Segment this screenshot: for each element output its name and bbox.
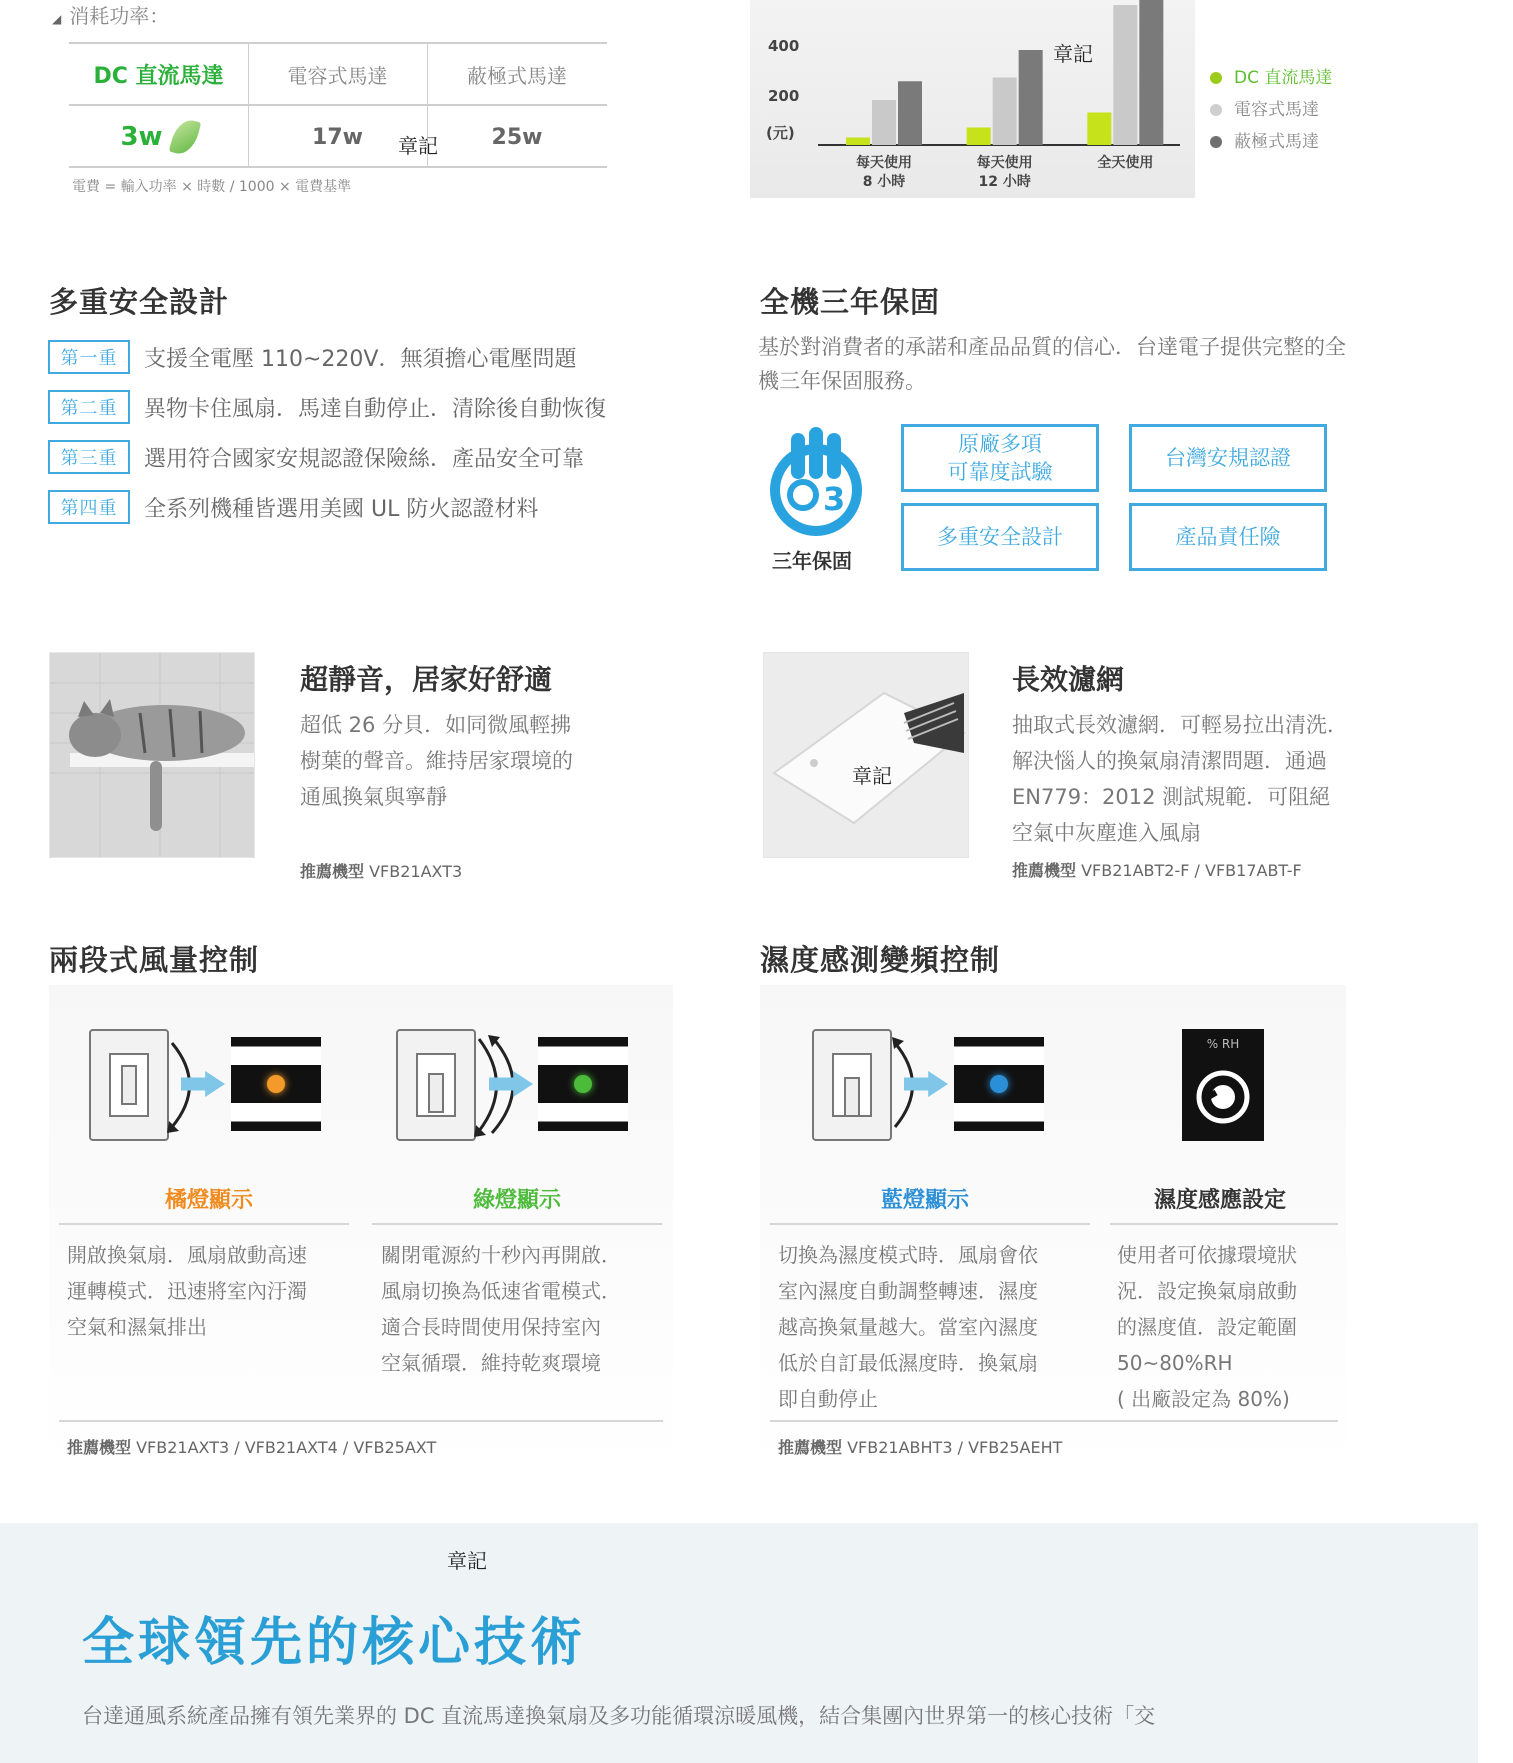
value-capacitor-motor: 17w: [312, 124, 363, 150]
two-stage-panel: [49, 985, 673, 1470]
orange-light-desc: 開啟換氣扇．風扇啟動高速 運轉模式．迅速將室內汙濁 空氣和濕氣排出: [67, 1243, 307, 1339]
safety-tag: 第三重: [48, 440, 130, 474]
chart-bar: [1139, 0, 1163, 145]
humidity-setting-title: 濕度感應設定: [1153, 1188, 1286, 1213]
filter-desc: 抽取式長效濾網．可輕易拉出清洗． 解決惱人的換氣扇清潔問題．通過 EN779：2012 測試規範．可阻絕 空氣中灰塵進入風扇: [1012, 713, 1348, 845]
safety-tag: 第二重: [48, 390, 130, 424]
badge-caption: 三年保固: [772, 549, 852, 573]
safety-text: 全系列機種皆選用美國 UL 防火認證材料: [144, 496, 539, 522]
safety-item: [48, 382, 606, 432]
chart-bar: [1019, 50, 1043, 145]
header-capacitor-motor: 電容式馬達: [287, 63, 388, 88]
leaf-icon: [168, 117, 200, 158]
warranty-item-multi-safety: 多重安全設計: [901, 503, 1099, 571]
stamp-label: 章記: [447, 1549, 487, 1573]
x-tick-label: 12 小時: [978, 174, 1031, 190]
quiet-desc: 超低 26 分貝．如同微風輕拂 樹葉的聲音。維持居家環境的 通風換氣與寧靜: [300, 713, 573, 809]
warranty-item-liability-insurance: 產品責任險: [1129, 503, 1327, 571]
indicator-panel-icon: [538, 1037, 628, 1131]
blue-light-desc: 切換為濕度模式時．風扇會依 室內濕度自動調整轉速．濕度 越高換氣量越大。當室內濕度 低於自訂最低濕度時．換氣扇 即自動停止: [778, 1243, 1038, 1411]
stamp-label: 章記: [852, 764, 892, 788]
two-stage-model: 推薦機型 VFB21AXT3 / VFB21AXT4 / VFB25AXT: [67, 1438, 437, 1457]
core-tech-text: 台達通風系統產品擁有領先業界的 DC 直流馬達換氣扇及多功能循環涼暖風機，結合集團內世界第一的核心技術「交: [82, 1704, 1156, 1728]
orange-light-title: 橘燈顯示: [164, 1188, 253, 1213]
value-dc-motor: 3w: [69, 106, 248, 168]
safety-text: 支援全電壓 110~220V．無須擔心電壓問題: [144, 346, 577, 372]
humidity-model: 推薦機型 VFB21ABHT3 / VFB25AEHT: [778, 1438, 1063, 1457]
safety-tag: 第四重: [48, 490, 130, 524]
filter-fan-photo: [763, 652, 969, 858]
y-tick-label: 400: [768, 37, 800, 55]
safety-title: 多重安全設計: [49, 285, 230, 319]
safety-item: [48, 432, 606, 482]
cat-illustration: [50, 653, 255, 858]
chart-legend: [1210, 62, 1332, 158]
safety-text: 異物卡住風扇．馬達自動停止．清除後自動恢復: [144, 396, 607, 422]
humidity-setting-desc: 使用者可依據環境狀 況．設定換氣扇啟動 的濕度值．設定範圍 50~80%RH ( 出廠設定為 80%): [1117, 1243, 1297, 1411]
safety-item: [48, 332, 606, 382]
x-tick-label: 全天使用: [1097, 155, 1154, 171]
chart-bar: [993, 78, 1017, 146]
header-dc-motor: DC 直流馬達: [93, 63, 224, 89]
core-tech-title: 全球領先的核心技術: [82, 1613, 587, 1673]
chart-svg: [750, 0, 1195, 198]
chart-bar: [846, 138, 870, 146]
x-tick-label: 8 小時: [862, 174, 906, 190]
warranty-item-safety-cert: 台灣安規認證: [1129, 424, 1327, 492]
wall-switch-icon: [89, 1029, 169, 1141]
power-formula: 電費 = 輸入功率 × 時數 / 1000 × 電費基準: [72, 179, 352, 195]
chart-bar: [898, 81, 922, 145]
quiet-title: 超靜音，居家好舒適: [300, 663, 553, 696]
legend-item-dc: DC 直流馬達: [1210, 62, 1332, 94]
wall-switch-icon: [396, 1029, 476, 1141]
legend-dot-icon: [1210, 72, 1222, 84]
safety-item: [48, 482, 606, 532]
x-tick-label: 每天使用: [976, 155, 1033, 171]
quiet-model: 推薦機型 VFB21AXT3: [300, 862, 463, 881]
chart-bar: [1087, 113, 1111, 146]
filter-model: 推薦機型 VFB21ABT2-F / VFB17ABT-F: [1012, 861, 1302, 880]
y-axis-label: (元): [766, 124, 795, 142]
power-section-label: ◢ 消耗功率：: [52, 4, 170, 28]
warranty-title: 全機三年保固: [760, 285, 941, 319]
humidity-knob-icon: % RH: [1182, 1029, 1264, 1141]
legend-dot-icon: [1210, 136, 1222, 148]
green-light-desc: 關閉電源約十秒內再開啟． 風扇切換為低速省電模式． 適合長時間使用保持室內 空氣循環．維持乾爽環境: [381, 1243, 621, 1375]
wall-switch-icon: [812, 1029, 892, 1141]
safety-list: [48, 332, 606, 532]
chart-bar: [967, 128, 991, 146]
badge-number: 3: [823, 480, 846, 518]
blue-light-title: 藍燈顯示: [880, 1188, 969, 1213]
green-light-title: 綠燈顯示: [472, 1188, 561, 1213]
humidity-title: 濕度感測變頻控制: [760, 943, 1001, 977]
warranty-desc: 基於對消費者的承諾和產品品質的信心．台達電子提供完整的全機三年保固服務。: [758, 335, 1346, 393]
value-shaded-pole-motor: 25w: [491, 124, 543, 150]
indicator-panel-icon: [231, 1037, 321, 1131]
chart-bar: [872, 100, 896, 145]
power-table: [69, 42, 607, 168]
safety-text: 選用符合國家安規認證保險絲．產品安全可靠: [144, 446, 585, 472]
chart-bar: [1113, 5, 1137, 145]
ceiling-fan-illustration: [764, 653, 969, 858]
filter-title: 長效濾網: [1012, 663, 1125, 696]
header-shaded-pole-motor: 蔽極式馬達: [467, 63, 567, 88]
two-stage-title: 兩段式風量控制: [49, 943, 260, 977]
indicator-panel-icon: [954, 1037, 1044, 1131]
legend-item-shaded-pole: 蔽極式馬達: [1210, 126, 1332, 158]
three-year-hand-icon: [765, 425, 867, 543]
x-tick-label: 每天使用: [856, 155, 912, 171]
stamp-label: 章記: [398, 134, 438, 158]
warranty-item-reliability-test: 原廠多項 可靠度試驗: [901, 424, 1099, 492]
electricity-cost-chart: [750, 0, 1195, 198]
legend-dot-icon: [1210, 104, 1222, 116]
humidity-panel: [760, 985, 1346, 1470]
triangle-marker-icon: ◢: [52, 12, 62, 26]
stamp-label: 章記: [1053, 42, 1093, 66]
legend-item-capacitor: 電容式馬達: [1210, 94, 1332, 126]
cat-sleeping-photo: [49, 652, 255, 858]
safety-tag: 第一重: [48, 340, 130, 374]
y-tick-label: 200: [768, 87, 800, 105]
